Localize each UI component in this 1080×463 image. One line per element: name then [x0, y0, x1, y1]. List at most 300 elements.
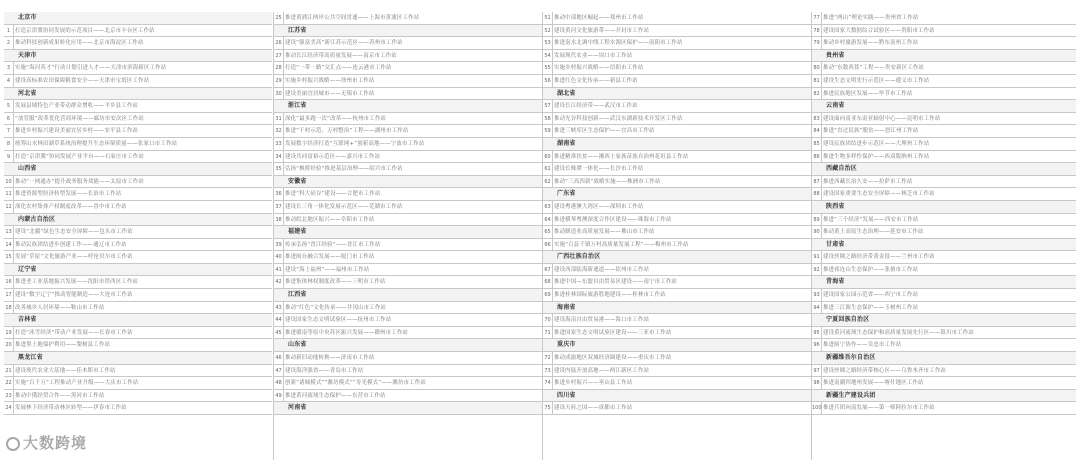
row-number: 71 — [543, 327, 553, 339]
province-header-row — [4, 12, 272, 25]
table-row — [274, 62, 542, 75]
row-number: 52 — [543, 25, 553, 37]
province-header-row — [274, 100, 542, 113]
table-row — [274, 276, 542, 289]
row-number: 19 — [4, 327, 14, 339]
watermark-logo — [6, 432, 87, 453]
row-text: 深化农村集体产权制度改革——晋中市工作站 — [15, 203, 127, 210]
table-row — [4, 402, 272, 415]
row-number: 74 — [543, 377, 553, 389]
table-column-2 — [274, 12, 542, 415]
province-name: 陕西省 — [826, 202, 845, 210]
row-number: 64 — [543, 214, 553, 226]
row-text: 建设国家生态文明试验区——抚州市工作站 — [285, 317, 392, 324]
column-divider — [273, 12, 274, 460]
table-row — [543, 327, 811, 340]
row-text: 推进“科大硅谷”建设——合肥市工作站 — [285, 191, 381, 198]
row-number: 83 — [812, 113, 822, 125]
row-text: 发展现代农业——周口市工作站 — [554, 52, 633, 59]
row-text: 推进民族地区发展——毕节市工作站 — [823, 90, 913, 97]
row-text: 推动科技创新成果转化应用——北京市海淀区工作站 — [15, 40, 144, 47]
column-divider — [811, 12, 812, 460]
row-text: 打造京津冀协同发展的示范项目——北京市丰台区工作站 — [15, 27, 155, 34]
table-row — [4, 365, 272, 378]
province-name: 山东省 — [288, 341, 307, 349]
table-row — [543, 402, 811, 415]
row-text: 实施乡村振兴战略——信阳市工作站 — [554, 65, 644, 72]
province-name: 重庆市 — [557, 341, 576, 349]
province-name: 贵州省 — [826, 51, 845, 59]
row-text: 实施“百县千镇万村高质量发展工程”——梅州市工作站 — [554, 241, 689, 248]
row-text: 推进三江源生态保护——玉树州工作站 — [823, 304, 919, 311]
row-text: 推动新旧动能转换——济南市工作站 — [285, 355, 375, 362]
row-number: 6 — [4, 113, 14, 125]
province-name: 广西壮族自治区 — [557, 253, 601, 261]
row-text: 推进集体林权制度改革——三明市工作站 — [285, 279, 386, 286]
row-number: 60 — [543, 151, 553, 163]
table-row — [543, 314, 811, 327]
column-divider — [542, 12, 543, 460]
table-row — [812, 176, 1076, 189]
province-name: 安徽省 — [288, 177, 307, 185]
row-number: 70 — [543, 314, 553, 326]
province-name: 内蒙古自治区 — [18, 215, 56, 223]
table-row — [543, 25, 811, 38]
row-text: 建设国家公园示范省——西宁市工作站 — [823, 292, 919, 299]
row-text: 建设海洋强省——青岛市工作站 — [285, 367, 364, 374]
table-row — [543, 365, 811, 378]
table-row — [812, 214, 1076, 227]
row-number: 80 — [812, 62, 822, 74]
table-row — [812, 125, 1076, 138]
province-header-row — [812, 100, 1076, 113]
row-text: 推动中部地区崛起——郑州市工作站 — [554, 15, 644, 21]
table-row — [812, 226, 1076, 239]
table-row — [812, 402, 1076, 415]
row-text: 建设高标准农田保障粮食安全——天津市宝坻区工作站 — [15, 77, 150, 84]
table-row — [543, 352, 811, 365]
row-number: 79 — [812, 37, 822, 49]
row-number: 18 — [4, 302, 14, 314]
table-row — [812, 62, 1076, 75]
row-text: 建设海南自由贸易港——海口市工作站 — [554, 317, 650, 324]
table-row — [274, 50, 542, 63]
table-row — [274, 201, 542, 214]
row-text: 推进“千村示范、万村整治”工程——湖州市工作站 — [285, 128, 409, 135]
row-number: 35 — [274, 163, 284, 175]
province-name: 黑龙江省 — [18, 354, 43, 362]
row-text: 推进横琴粤澳深度合作区建设——珠海市工作站 — [554, 216, 672, 223]
table-row — [812, 339, 1076, 352]
province-header-row — [4, 314, 272, 327]
row-text: 推进“直过民族”脱贫——怒江州工作站 — [823, 128, 919, 135]
table-column-3 — [543, 12, 811, 415]
row-number: 34 — [274, 151, 284, 163]
province-name: 宁夏回族自治区 — [826, 316, 870, 324]
table-row — [274, 352, 542, 365]
row-text: 推动乡村旅游发展——黔东南州工作站 — [823, 40, 919, 47]
row-number: 94 — [812, 302, 822, 314]
row-text: 建设国家重要生态安全屏障——林芝市工作站 — [823, 191, 935, 198]
row-number: 4 — [4, 75, 14, 87]
province-name: 湖南省 — [557, 139, 576, 147]
province-header-row — [543, 251, 811, 264]
row-text: 打造“京津冀”协同发展产业平台——石家庄市工作站 — [15, 153, 144, 160]
table-row — [4, 75, 272, 88]
row-number: 58 — [543, 113, 553, 125]
row-number: 48 — [274, 377, 284, 389]
row-text: 推动长江经济带高质量发展——南京市工作站 — [285, 52, 397, 59]
row-number: 10 — [4, 176, 14, 188]
table-row — [543, 62, 811, 75]
table-row — [812, 327, 1076, 340]
row-text: 建设民族团结进步示范区——大理州工作站 — [823, 140, 930, 147]
table-row — [4, 113, 272, 126]
table-row — [4, 62, 272, 75]
table-row — [4, 302, 272, 315]
row-number: 85 — [812, 138, 822, 150]
row-number: 82 — [812, 88, 822, 100]
province-header-row — [812, 390, 1076, 403]
table-row — [274, 125, 542, 138]
row-text: 实施“海河英才”行动计划引进人才——天津市滨海新区工作站 — [15, 65, 167, 72]
watermark-text: 大数跨境 — [23, 434, 88, 452]
row-number: 2 — [4, 37, 14, 49]
row-number: 14 — [4, 239, 14, 251]
row-number: 59 — [543, 125, 553, 137]
row-number: 78 — [812, 25, 822, 37]
table-row — [4, 239, 272, 252]
row-number: 69 — [543, 289, 553, 301]
table-row — [543, 201, 811, 214]
row-text: 建设美丽宜居城市——无锡市工作站 — [285, 90, 375, 97]
row-number: 23 — [4, 390, 14, 402]
row-number: 95 — [812, 327, 822, 339]
province-header-row — [812, 314, 1076, 327]
row-text: 建设内陆开放高地——两江新区工作站 — [554, 367, 650, 374]
row-text: 建设黄河文化旅游带——开封市工作站 — [554, 27, 650, 34]
table-row — [543, 214, 811, 227]
province-name: 北京市 — [18, 14, 37, 21]
row-number: 13 — [4, 226, 14, 238]
row-text: 推进资源型经济转型发展——长治市工作站 — [15, 191, 122, 198]
row-number: 26 — [274, 37, 284, 49]
province-header-row — [543, 138, 811, 151]
table-row — [274, 214, 542, 227]
province-header-row — [4, 352, 272, 365]
table-row — [274, 12, 542, 25]
row-number: 15 — [4, 251, 14, 263]
province-header-row — [812, 201, 1076, 214]
row-text: 推动中俄经贸合作——黑河市工作站 — [15, 392, 105, 399]
row-number: 46 — [274, 352, 284, 364]
row-number: 61 — [543, 163, 553, 175]
row-number: 68 — [543, 276, 553, 288]
table-row — [812, 289, 1076, 302]
row-number: 11 — [4, 188, 14, 200]
row-text: 建设长三角一体化发展示范区——芜湖市工作站 — [285, 203, 403, 210]
row-text: 推进黄河流域生态保护——东营市工作站 — [285, 392, 386, 399]
row-text: 推动民族团结进步创建工作——通辽市工作站 — [15, 241, 127, 248]
row-text: 建设“数字辽宁”推动智能制造——大连市工作站 — [15, 292, 133, 299]
row-text: 发展数字经济打造“互联网+”创新高地——宁波市工作站 — [285, 140, 425, 147]
table-row — [812, 37, 1076, 50]
table-row — [4, 138, 272, 151]
row-text: 建设黄河流域生态保护和高质量发展先行区——银川市工作站 — [823, 329, 974, 336]
table-row — [812, 302, 1076, 315]
table-row — [274, 302, 542, 315]
row-number: 3 — [4, 62, 14, 74]
row-text: 推动“三高四新”战略实施——株洲市工作站 — [554, 178, 661, 185]
table-row — [812, 251, 1076, 264]
row-number: 67 — [543, 264, 553, 276]
table-row — [812, 113, 1076, 126]
table-row — [274, 239, 542, 252]
row-number: 16 — [4, 276, 14, 288]
row-number: 29 — [274, 75, 284, 87]
row-text: 建设丝绸之路经济带核心区——乌鲁木齐市工作站 — [823, 367, 946, 374]
row-text: 建设“海上福州”——福州市工作站 — [285, 266, 370, 273]
table-row — [4, 390, 272, 403]
province-name: 广东省 — [557, 190, 576, 198]
table-row — [543, 289, 811, 302]
table-row — [274, 113, 542, 126]
row-number: 42 — [274, 276, 284, 288]
province-header-row — [543, 88, 811, 101]
table-row — [4, 276, 272, 289]
row-number: 44 — [274, 314, 284, 326]
table-row — [4, 25, 272, 38]
row-text: 推进红色文化传承——新县工作站 — [554, 77, 638, 84]
row-text: 弘扬“枫桥经验”推进基层治理——绍兴市工作站 — [285, 166, 403, 173]
table-row — [4, 251, 272, 264]
table-row — [274, 75, 542, 88]
province-header-row — [274, 289, 542, 302]
row-number: 89 — [812, 214, 822, 226]
province-header-row — [812, 352, 1076, 365]
row-number: 77 — [812, 12, 822, 24]
row-text: 推进生物多样性保护——西双版纳州工作站 — [823, 153, 930, 160]
row-text: 建设“强富美高”新江苏示范区——苏州市工作站 — [285, 40, 403, 47]
table-row — [543, 176, 811, 189]
row-text: 建设共同富裕示范区——嘉兴市工作站 — [285, 153, 381, 160]
row-text: 推进黑土地保护利用——梨树县工作站 — [15, 342, 111, 349]
row-text: 推进精准扶贫——湘西土家族苗族自治州花垣县工作站 — [554, 153, 689, 160]
province-name: 浙江省 — [288, 102, 307, 110]
province-name: 河北省 — [18, 89, 37, 97]
table-row — [274, 390, 542, 403]
table-column-1 — [4, 12, 272, 415]
row-text: 推动成渝地区双城经济圈建设——重庆市工作站 — [554, 355, 672, 362]
row-number: 27 — [274, 50, 284, 62]
table-row — [543, 151, 811, 164]
province-name: 河南省 — [288, 404, 307, 412]
province-header-row — [543, 390, 811, 403]
row-number: 56 — [543, 75, 553, 87]
row-text: 建设粤港澳大湾区——深圳市工作站 — [554, 203, 644, 210]
table-row — [4, 125, 272, 138]
province-name: 山西省 — [18, 165, 37, 173]
row-number: 100 — [812, 402, 822, 414]
row-number: 17 — [4, 289, 14, 301]
row-text: 建设生态文明先行示范区——遵义市工作站 — [823, 77, 930, 84]
row-number: 30 — [274, 88, 284, 100]
row-text: 推动“一网通办”提升政务服务效能——太原市工作站 — [15, 178, 144, 185]
table-row — [543, 264, 811, 277]
row-number: 53 — [543, 37, 553, 49]
table-row — [812, 138, 1076, 151]
row-number: 1 — [4, 25, 14, 37]
row-text: 推进老工业基地振兴发展——沈阳市铁西区工作站 — [15, 279, 138, 286]
table-row — [543, 113, 811, 126]
row-text: 推进乡村振兴建设美丽宜居乡村——安平县工作站 — [15, 128, 138, 135]
row-number: 75 — [543, 402, 553, 414]
table-row — [543, 100, 811, 113]
province-header-row — [4, 163, 272, 176]
province-name: 西藏自治区 — [826, 165, 858, 173]
province-header-row — [4, 88, 272, 101]
table-row — [812, 377, 1076, 390]
table-row — [274, 188, 542, 201]
row-number: 38 — [274, 214, 284, 226]
table-row — [274, 138, 542, 151]
row-number: 90 — [812, 226, 822, 238]
table-row — [812, 188, 1076, 201]
row-number: 5 — [4, 100, 14, 112]
row-number: 84 — [812, 125, 822, 137]
province-header-row — [274, 25, 542, 38]
table-row — [812, 365, 1076, 378]
row-text: 打造“冰雪经济”带动产业发展——长春市工作站 — [15, 329, 133, 336]
row-number: 86 — [812, 151, 822, 163]
province-name: 青海省 — [826, 278, 845, 286]
row-number: 31 — [274, 113, 284, 125]
row-number: 88 — [812, 188, 822, 200]
row-text: 建设长株潭一体化——长沙市工作站 — [554, 166, 644, 173]
row-text: 推动光谷科技创新——武汉东湖新技术开发区工作站 — [554, 115, 683, 122]
province-header-row — [812, 276, 1076, 289]
province-header-row — [274, 226, 542, 239]
table-row — [274, 264, 542, 277]
table-row — [543, 125, 811, 138]
row-text: 推进“三个经济”发展——西安市工作站 — [823, 216, 919, 223]
table-row — [812, 12, 1076, 25]
row-text: 推动皖北地区振兴——阜阳市工作站 — [285, 216, 375, 223]
row-text: 建设天府之国——成都市工作站 — [554, 405, 633, 412]
row-number: 12 — [4, 201, 14, 213]
province-header-row — [274, 176, 542, 189]
province-name: 海南省 — [557, 303, 576, 311]
row-number: 25 — [274, 12, 284, 24]
row-number: 22 — [4, 377, 14, 389]
row-text: 传承弘扬“晋江经验”——晋江市工作站 — [285, 241, 381, 248]
row-text: 建设丝绸之路经济带黄金段——兰州市工作站 — [823, 254, 935, 261]
row-text: 推进南水北调中线工程水源区保护——南阳市工作站 — [554, 40, 683, 47]
row-number: 37 — [274, 201, 284, 213]
row-text: 推进兵团向南发展——第一师阿拉尔市工作站 — [823, 405, 935, 412]
row-number: 36 — [274, 188, 284, 200]
province-name: 天津市 — [18, 51, 37, 59]
province-header-row — [543, 188, 811, 201]
province-name: 吉林省 — [18, 316, 37, 324]
row-number: 91 — [812, 251, 822, 263]
table-row — [274, 251, 542, 264]
row-number: 96 — [812, 339, 822, 351]
row-number: 87 — [812, 176, 822, 188]
province-header-row — [543, 339, 811, 352]
row-text: 建设西部陆海新通道——钦州市工作站 — [554, 266, 650, 273]
row-text: 发展林下经济带动林区转型——伊春市工作站 — [15, 405, 127, 412]
province-header-row — [812, 50, 1076, 63]
province-header-row — [274, 402, 542, 415]
table-row — [4, 201, 272, 214]
province-name: 云南省 — [826, 102, 845, 110]
table-row — [274, 314, 542, 327]
row-text: 深化“最多跑一次”改革——杭州市工作站 — [285, 115, 387, 122]
row-text: 发展“草原”文化旅游产业——呼伦贝尔市工作站 — [15, 254, 133, 261]
table-row — [543, 50, 811, 63]
row-number: 66 — [543, 239, 553, 251]
row-number: 33 — [274, 138, 284, 150]
row-text: 推进黄浦江两岸公共空间贯通——上海市黄浦区工作站 — [285, 15, 420, 21]
row-text: 推动制造业高质量发展——佛山市工作站 — [554, 229, 655, 236]
province-name: 江苏省 — [288, 26, 307, 34]
table-row — [543, 37, 811, 50]
table-row — [812, 88, 1076, 101]
province-header-row — [4, 264, 272, 277]
row-text: 推进国家生态文明试验区建设——三亚市工作站 — [554, 329, 672, 336]
row-number: 49 — [274, 390, 284, 402]
row-number: 7 — [4, 125, 14, 137]
table-row — [274, 37, 542, 50]
table-row — [543, 226, 811, 239]
row-text: 建设面向南亚东南亚辐射中心——昆明市工作站 — [823, 115, 941, 122]
province-name: 四川省 — [557, 391, 576, 399]
table-row — [274, 377, 542, 390]
row-number: 62 — [543, 176, 553, 188]
row-text: 推动“东数西算”工程——贵安新区工作站 — [823, 65, 925, 72]
table-row — [812, 75, 1076, 88]
table-row — [4, 289, 272, 302]
row-number: 41 — [274, 264, 284, 276]
province-name: 辽宁省 — [18, 265, 37, 273]
province-header-row — [543, 302, 811, 315]
table-row — [543, 377, 811, 390]
table-row — [812, 25, 1076, 38]
row-text: 推进乡村振兴——巫山县工作站 — [554, 380, 633, 387]
row-text: 推进桂林国际旅游胜地建设——桂林市工作站 — [554, 292, 666, 299]
row-number: 93 — [812, 289, 822, 301]
row-text: 推进赣南等原中央苏区振兴发展——赣州市工作站 — [285, 329, 408, 336]
row-number: 92 — [812, 264, 822, 276]
row-number: 9 — [4, 151, 14, 163]
row-text: 实施“百千万”工程推动产业升级——大庆市工作站 — [15, 380, 139, 387]
province-header-row — [4, 214, 272, 227]
row-number: 55 — [543, 62, 553, 74]
province-name: 湖北省 — [557, 89, 576, 97]
row-number: 63 — [543, 201, 553, 213]
row-text: 推进祁连山生态保护——张掖市工作站 — [823, 266, 919, 273]
row-number: 21 — [4, 365, 14, 377]
table-row — [274, 151, 542, 164]
table-row — [4, 226, 272, 239]
row-text: 建设长江经济带——武汉市工作站 — [554, 103, 638, 110]
table-row — [543, 239, 811, 252]
row-number: 32 — [274, 125, 284, 137]
row-number: 72 — [543, 352, 553, 364]
row-number: 20 — [4, 339, 14, 351]
table-row — [4, 176, 272, 189]
